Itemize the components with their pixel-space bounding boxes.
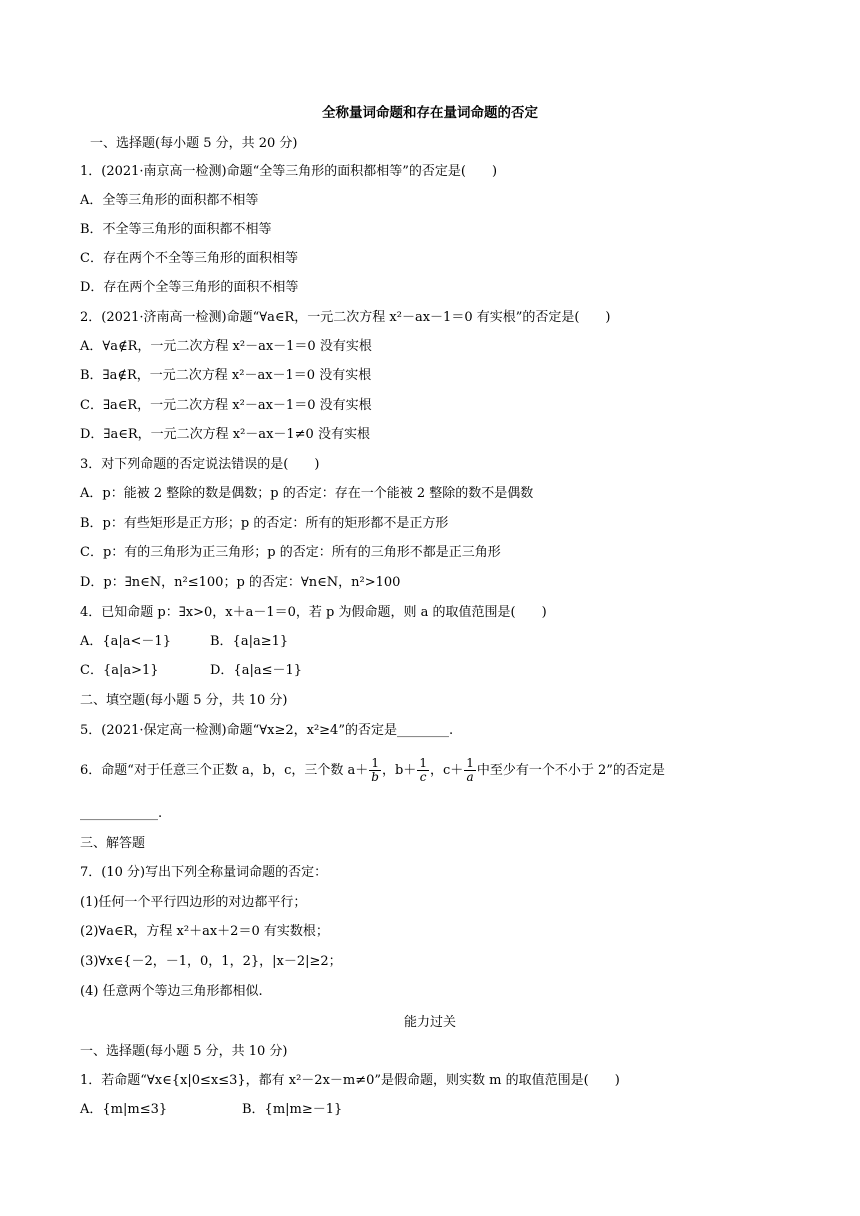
- question-6-blank: ____________.: [80, 806, 163, 821]
- ability-question-1-stem: 1．若命题“∀x∈{x|0≤x≤3}，都有 x²－2x－m≠0”是假命题，则实数 m 的取值范围是( ): [80, 1073, 620, 1088]
- question-6-post: 中至少有一个不小于 2”的否定是: [476, 763, 665, 778]
- question-1-stem: 1．(2021·南京高一检测)命题“全等三角形的面积都相等”的否定是( ): [80, 164, 498, 179]
- question-1-option-c: C．存在两个不全等三角形的面积相等: [80, 251, 298, 266]
- question-4-option-c: C．{a|a>1}: [80, 663, 159, 678]
- ability-question-1-options: [80, 1101, 342, 1119]
- question-6-pre: 6．命题“对于任意三个正数 a，b，c，三个数 a＋: [80, 763, 369, 778]
- question-4-option-d: D．{a|a≤－1}: [210, 663, 303, 678]
- question-1-option-d: D．存在两个全等三角形的面积不相等: [80, 280, 299, 295]
- ability-section-heading: 一、选择题(每小题 5 分，共 10 分): [80, 1044, 288, 1059]
- question-3-option-d: D．p：∃n∈N，n²≤100；p 的否定：∀n∈N，n²>100: [80, 575, 401, 590]
- question-3-stem: 3．对下列命题的否定说法错误的是( ): [80, 457, 320, 472]
- question-2-stem: 2．(2021·济南高一检测)命题“∀a∈R，一元二次方程 x²－ax－1＝0 有实根”的否定是( ): [80, 310, 611, 325]
- question-7-part-1: (1)任何一个平行四边形的对边都平行；: [80, 895, 307, 910]
- question-4-option-b: B．{a|a≥1}: [210, 634, 289, 649]
- question-6-sep2: ，c＋: [429, 763, 464, 778]
- question-4-stem: 4．已知命题 p：∃x>0，x＋a－1＝0，若 p 为假命题，则 a 的取值范围是( ): [80, 605, 547, 620]
- question-2-option-d: D．∃a∈R，一元二次方程 x²－ax－1≠0 没有实根: [80, 427, 370, 442]
- fraction-1-over-a: $\frac{1}{a}$: [466, 756, 474, 784]
- question-4-options-cd: [80, 662, 302, 680]
- question-6-stem: [80, 756, 665, 786]
- question-2-option-a: A．∀a∉R，一元二次方程 x²－ax－1＝0 没有实根: [80, 339, 372, 354]
- question-4-option-a: A．{a|a<－1}: [80, 634, 171, 649]
- question-7-part-2: (2)∀a∈R，方程 x²＋ax＋2＝0 有实数根；: [80, 924, 329, 939]
- page-title: 全称量词命题和存在量词命题的否定: [322, 105, 538, 121]
- question-3-option-b: B．p：有些矩形是正方形；p 的否定：所有的矩形都不是正方形: [80, 516, 449, 531]
- section-heading-choice: 一、选择题(每小题 5 分，共 20 分): [90, 136, 298, 151]
- ability-question-1-option-b: B．{m|m≥－1}: [242, 1102, 343, 1117]
- fraction-1-over-c: $\frac{1}{c}$: [419, 756, 427, 784]
- ability-question-1-option-a: A．{m|m≤3}: [80, 1102, 168, 1117]
- ability-title: 能力过关: [403, 1015, 456, 1030]
- section-heading-answer: 三、解答题: [80, 836, 146, 851]
- question-2-option-b: B．∃a∉R，一元二次方程 x²－ax－1＝0 没有实根: [80, 368, 372, 383]
- fraction-1-over-b: $\frac{1}{b}$: [371, 756, 379, 784]
- question-5: 5．(2021·保定高一检测)命题“∀x≥2，x²≥4”的否定是________.: [80, 723, 454, 738]
- question-7-stem: 7．(10 分)写出下列全称量词命题的否定：: [80, 865, 328, 880]
- question-3-option-c: C．p：有的三角形为正三角形；p 的否定：所有的三角形不都是正三角形: [80, 545, 501, 560]
- question-7-part-4: (4) 任意两个等边三角形都相似.: [80, 984, 263, 999]
- question-1-option-a: A．全等三角形的面积都不相等: [80, 193, 259, 208]
- question-7-part-3: (3)∀x∈{－2，－1，0，1，2}，|x－2|≥2；: [80, 954, 342, 969]
- question-2-option-c: C．∃a∈R，一元二次方程 x²－ax－1＝0 没有实根: [80, 398, 372, 413]
- question-3-option-a: A．p：能被 2 整除的数是偶数；p 的否定：存在一个能被 2 整除的数不是偶数: [80, 486, 534, 501]
- section-heading-fill: 二、填空题(每小题 5 分，共 10 分): [80, 693, 288, 708]
- question-4-options-ab: [80, 633, 288, 651]
- question-1-option-b: B．不全等三角形的面积都不相等: [80, 222, 272, 237]
- question-6-sep1: ，b＋: [381, 763, 417, 778]
